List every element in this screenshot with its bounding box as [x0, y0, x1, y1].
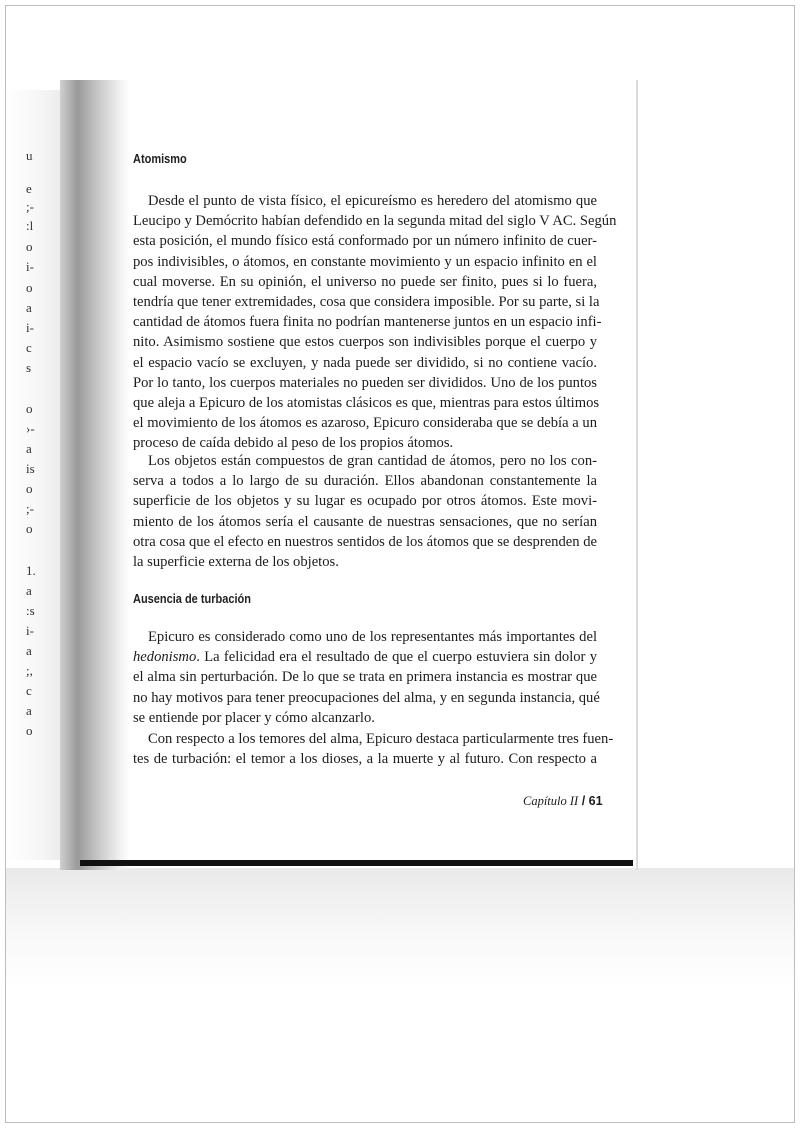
page-bottom-bar — [80, 860, 633, 866]
text-line: tes de turbación: el temor a los dioses, a la muerte y al futuro. Con respecto a — [133, 751, 597, 768]
edge-letter: ;, — [26, 663, 33, 678]
text-line: pos indivisibles, o átomos, en constante movimiento y un espacio infinito en el — [133, 253, 597, 270]
text-line: proceso de caída debido al peso de los propios átomos. — [133, 435, 454, 452]
edge-letter: 1. — [26, 563, 36, 578]
footer-separator: / — [578, 794, 589, 808]
text-line: el espacio vacío se excluyen, y nada puede ser dividido, si no contiene vacío. — [133, 354, 597, 371]
text-line: Leucipo y Demócrito habían defendido en la segunda mitad del siglo V AC. Según — [133, 213, 617, 230]
edge-letter: o — [26, 401, 33, 416]
edge-letter: :s — [26, 603, 35, 618]
edge-letter: o — [26, 521, 33, 536]
text-line: Por lo tanto, los cuerpos materiales no pueden ser divididos. Uno de los puntos — [133, 374, 597, 391]
book-spine-shadow — [60, 80, 130, 870]
edge-letter: a — [26, 441, 32, 456]
edge-letter: c — [26, 340, 32, 355]
text-line: cantidad de átomos fuera finita no podrían mantenerse juntos en un espacio infi- — [133, 314, 602, 331]
edge-letter: is — [26, 461, 35, 476]
text-line: Epicuro es considerado como uno de los representantes más importantes del — [148, 629, 597, 645]
text-line: Desde el punto de vista físico, el epicureísmo es heredero del atomismo que — [148, 193, 597, 209]
scan-shadow — [6, 868, 794, 988]
edge-letter: i- — [26, 623, 34, 638]
edge-letter: a — [26, 643, 32, 658]
text-line: el alma sin perturbación. De lo que se trata en primera instancia es mostrar que — [133, 669, 597, 686]
edge-letter: ;- — [26, 199, 34, 214]
text-line: Con respecto a los temores del alma, Epicuro destaca particularmente tres fuen- — [148, 731, 614, 747]
page-footer — [523, 794, 603, 809]
edge-letter: s — [26, 360, 32, 375]
edge-letter: a — [26, 583, 32, 598]
text-line: no hay motivos para tener preocupaciones del alma, y en segunda instancia, qué — [133, 689, 600, 706]
text-line: cual moverse. En su opinión, el universo no puede ser finito, pues si lo fuera, — [133, 273, 597, 290]
edge-letter: u — [26, 148, 33, 163]
text-line: miento de los átomos sería el causante de nuestras sensaciones, que no serían — [133, 513, 597, 530]
edge-letter: ›- — [26, 421, 35, 436]
text-line: esta posición, el mundo físico está conformado por un número infinito de cuer- — [133, 233, 597, 250]
text-line: nito. Asimismo sostiene que estos cuerpos son indivisibles porque el cuerpo y — [133, 334, 597, 351]
edge-letter: o — [26, 280, 33, 295]
text-line: hedonismo. La felicidad era el resultado de que el cuerpo estuviera sin dolor y — [133, 649, 597, 666]
edge-letter: :l — [26, 218, 34, 233]
edge-letter: c — [26, 683, 32, 698]
text-line: tendría que tener extremidades, cosa que considera imposible. Por su parte, si la — [133, 294, 600, 310]
edge-letter: o — [26, 239, 33, 254]
text-line: serva a todos a lo largo de su duración. Ellos abandonan constantemente la — [133, 473, 597, 490]
page-number: 61 — [588, 794, 603, 808]
edge-letter: a — [26, 703, 32, 718]
footer-chapter: Capítulo II — [523, 794, 579, 808]
edge-letter: o — [26, 723, 33, 738]
text-line: Los objetos están compuestos de gran cantidad de átomos, pero no los con- — [148, 453, 597, 469]
text-line: superficie de los objetos y su lugar es ocupado por otros átomos. Este movi- — [133, 493, 597, 510]
section-heading: Atomismo — [133, 152, 187, 166]
text-line: otra cosa que el efecto en nuestros sentidos de los átomos que se desprenden de — [133, 533, 597, 550]
edge-letter: o — [26, 481, 33, 496]
edge-letter: i- — [26, 320, 34, 335]
edge-letter: i- — [26, 259, 34, 274]
edge-letter: e — [26, 181, 32, 196]
text-line: que aleja a Epicuro de los atomistas clásicos es que, mientras para estos últimos — [133, 395, 600, 411]
edge-letter: ;- — [26, 501, 34, 516]
page-edge — [636, 80, 638, 870]
section-heading: Ausencia de turbación — [133, 592, 251, 606]
edge-letter: a — [26, 300, 32, 315]
text-line: se entiende por placer y cómo alcanzarlo. — [133, 709, 375, 726]
text-line: la superficie externa de los objetos. — [133, 554, 339, 570]
text-line: el movimiento de los átomos es azaroso, Epicuro consideraba que se debía a un — [133, 415, 597, 432]
